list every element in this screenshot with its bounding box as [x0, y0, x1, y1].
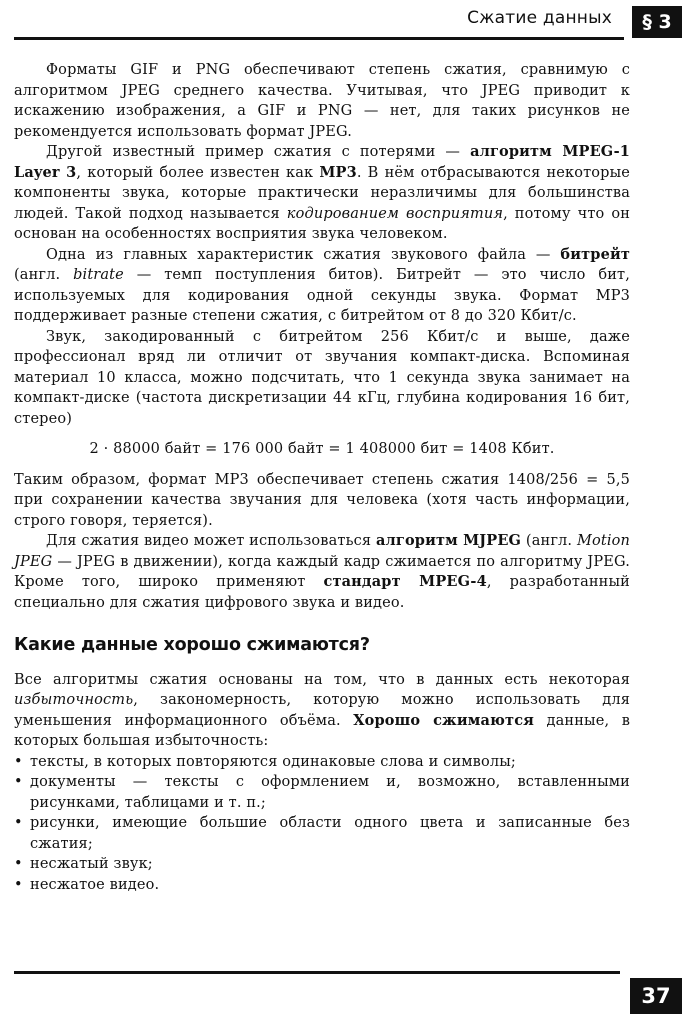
list-item — [14, 875, 630, 896]
paragraph-video — [14, 531, 630, 613]
text: , закономерность, которую можно использовать для уменьшения информационного объёма. — [14, 692, 630, 729]
text: Все алгоритмы сжатия основаны на том, что в данных есть некоторая — [14, 671, 630, 688]
term-redundancy: избыточность — [14, 692, 134, 708]
page-number: 37 — [630, 978, 682, 1014]
term-mp3: MP3 — [319, 163, 357, 181]
term-mjpeg: алгоритм MJPEG — [376, 532, 522, 549]
header-rule — [14, 37, 624, 40]
text: , разработанный специально для сжатия цифрового звука и видео. — [14, 574, 630, 611]
text: Другой известный пример сжатия с потерями — — [46, 144, 471, 160]
term-mpeg1-layer3: алгоритм MPEG-1 Layer 3 — [14, 143, 631, 181]
term-compress-well: Хорошо сжимаются — [353, 711, 535, 729]
bullet-icon: • — [14, 815, 23, 831]
list-item — [14, 752, 630, 773]
bullet-list — [14, 752, 630, 896]
text: (англ. — [14, 267, 74, 283]
bullet-icon: • — [14, 856, 23, 872]
text: . В нём отбрасываются некоторые компоненты звука, которые практически неразличимы для большинства людей. Такой подход называется — [14, 164, 630, 222]
list-item-text: рисунки, имеющие большие области одного цвета и записанные без сжатия; — [30, 815, 630, 852]
term-perceptual-coding: кодированием восприятия — [286, 205, 504, 222]
paragraph-cd-quality: Звук, закодированный с битрейтом 256 Кбит/с и выше, даже профессионал вряд ли отличит от звучания компакт-диска. Вспоминая материал 10 класса, можно подсчитать, что 1 секунда звука занимает на компакт-диске (частота дискретизации 44 кГц, глубина кодирования 16 бит, стерео) — [14, 328, 630, 427]
term-motion-jpeg: Motion JPEG — [14, 533, 631, 570]
list-item — [14, 854, 630, 875]
text: (англ. — [521, 533, 577, 549]
text: данные, в которых большая избыточность: — [14, 712, 631, 749]
text: , потому что он основан на особенностях восприятия звука человеком. — [14, 205, 631, 242]
paragraph-mp3 — [14, 142, 630, 245]
text: — JPEG в движении), когда каждый кадр сжимается по алгоритму JPEG. Кроме того, широко применяют — [14, 553, 630, 590]
term-bitrate: битрейт — [560, 245, 630, 263]
text: Одна из главных характеристик сжатия звукового файла — — [46, 246, 561, 263]
text: , который более известен как — [76, 164, 320, 181]
term-mpeg4: стандарт MPEG-4 — [323, 573, 487, 590]
paragraph-compression-ratio: Таким образом, формат MP3 обеспечивает степень сжатия 1408/256 = 5,5 при сохранении качества звучания для человека (хотя часть информации, строго говоря, теряется). — [14, 471, 630, 529]
footer-rule — [14, 971, 620, 974]
list-item — [14, 813, 630, 854]
list-item — [14, 772, 630, 813]
bullet-icon: • — [14, 753, 23, 770]
running-header-title: Сжатие данных — [467, 8, 612, 28]
paragraph-gif-png: Форматы GIF и PNG обеспечивают степень сжатия, сравнимую с алгоритмом JPEG среднего качества. Учитывая, что JPEG приводит к искажению изображения, а GIF и PNG — нет, для таких рисунков не рекомендуется использовать формат JPEG. — [14, 62, 630, 140]
page-body — [14, 60, 630, 895]
paragraph-bitrate — [14, 245, 630, 327]
list-item-text: тексты, в которых повторяются одинаковые слова и символы; — [30, 753, 516, 770]
bullet-icon: • — [14, 774, 23, 790]
list-item-text: несжатое видео. — [30, 876, 160, 893]
text: — темп поступления битов). Битрейт — это число бит, используемых для кодирования одной секунды звука. Формат MP3 поддерживает разные степени сжатия, с битрейтом от 8 до 320 Кбит/с. — [14, 267, 630, 324]
paragraph-redundancy — [14, 670, 630, 752]
text: Для сжатия видео может использоваться — [46, 533, 376, 549]
list-item-text: документы — тексты с оформлением и, возможно, вставленными рисунками, таблицами и т. п.; — [30, 774, 630, 811]
bullet-icon: • — [14, 876, 23, 893]
section-heading: Какие данные хорошо сжимаются? — [14, 635, 370, 655]
list-item-text: несжатый звук; — [30, 856, 153, 872]
section-badge: § 3 — [632, 6, 682, 38]
formula: 2 · 88000 байт = 176 000 байт = 1 408000 бит = 1408 Кбит. — [89, 441, 555, 457]
term-bitrate-english: bitrate — [73, 267, 124, 283]
